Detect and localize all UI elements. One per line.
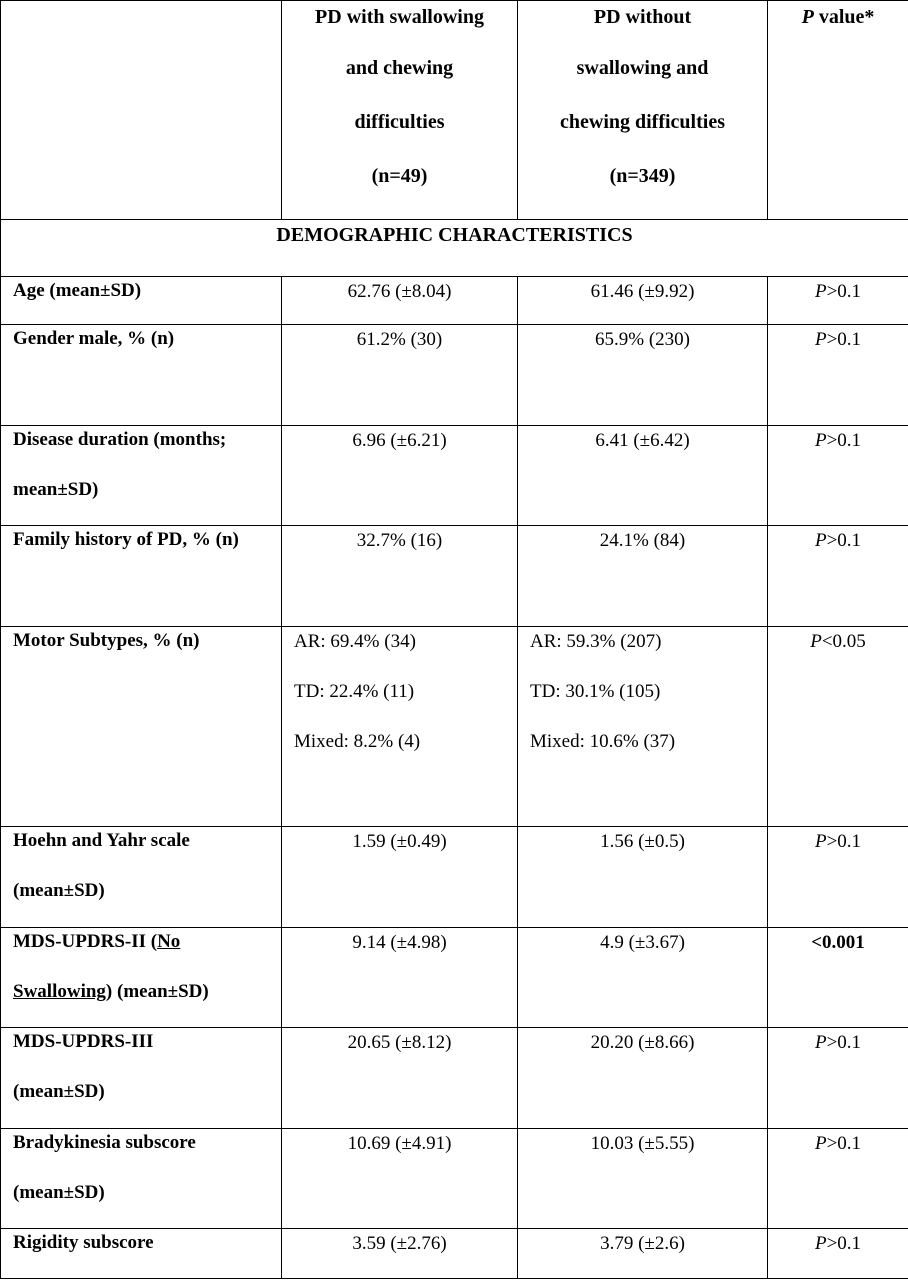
row-label: MDS-UPDRS-III (mean±SD): [1, 1028, 282, 1129]
group2-value: 6.41 (±6.42): [518, 426, 768, 526]
table-row: [1, 827, 908, 928]
header-empty-cell: [1, 1, 282, 220]
group1-value: 61.2% (30): [282, 325, 518, 426]
row-label: Motor Subtypes, % (n): [1, 627, 282, 827]
header-group1: PD with swallowing and chewing difficulties (n=49): [282, 1, 518, 220]
p-value: <0.001: [768, 928, 908, 1028]
row-label: Bradykinesia subscore (mean±SD): [1, 1129, 282, 1229]
table-row: [1, 426, 908, 526]
row-label: Hoehn and Yahr scale (mean±SD): [1, 827, 282, 928]
table-row: [1, 277, 908, 325]
row-label: Family history of PD, % (n): [1, 526, 282, 627]
p-value: P>0.1: [768, 277, 908, 325]
group1-value: 3.59 (±2.76): [282, 1229, 518, 1279]
group2-value: 10.03 (±5.55): [518, 1129, 768, 1229]
p-value: P>0.1: [768, 1229, 908, 1279]
table-row: [1, 325, 908, 426]
group1-value: AR: 69.4% (34) TD: 22.4% (11) Mixed: 8.2% (4): [282, 627, 518, 827]
p-value: P>0.1: [768, 827, 908, 928]
table-row: [1, 526, 908, 627]
row-label: Gender male, % (n): [1, 325, 282, 426]
row-label: Age (mean±SD): [1, 277, 282, 325]
p-value: P>0.1: [768, 325, 908, 426]
table-row: [1, 928, 908, 1028]
p-value: P>0.1: [768, 1028, 908, 1129]
row-label: MDS-UPDRS-II (No Swallowing) (mean±SD): [1, 928, 282, 1028]
p-value: P<0.05: [768, 627, 908, 827]
header-pvalue: P value*: [768, 1, 908, 220]
group1-value: 62.76 (±8.04): [282, 277, 518, 325]
group1-value: 9.14 (±4.98): [282, 928, 518, 1028]
header-group2: PD without swallowing and chewing difficulties (n=349): [518, 1, 768, 220]
group2-value: 20.20 (±8.66): [518, 1028, 768, 1129]
p-value: P>0.1: [768, 526, 908, 627]
group1-value: 32.7% (16): [282, 526, 518, 627]
group2-value: 3.79 (±2.6): [518, 1229, 768, 1279]
group2-value: 4.9 (±3.67): [518, 928, 768, 1028]
group2-value: 61.46 (±9.92): [518, 277, 768, 325]
row-label: Disease duration (months; mean±SD): [1, 426, 282, 526]
group2-value: 65.9% (230): [518, 325, 768, 426]
table-row: [1, 627, 908, 827]
table-row: [1, 1028, 908, 1129]
group1-value: 20.65 (±8.12): [282, 1028, 518, 1129]
p-value: P>0.1: [768, 426, 908, 526]
group2-value: 24.1% (84): [518, 526, 768, 627]
section-row: [1, 220, 908, 277]
section-title: DEMOGRAPHIC CHARACTERISTICS: [1, 220, 908, 277]
group2-value: 1.56 (±0.5): [518, 827, 768, 928]
group1-value: 6.96 (±6.21): [282, 426, 518, 526]
header-row: [1, 1, 908, 220]
table-row: [1, 1129, 908, 1229]
group1-value: 10.69 (±4.91): [282, 1129, 518, 1229]
table-row: [1, 1229, 908, 1279]
row-label: Rigidity subscore: [1, 1229, 282, 1279]
group2-value: AR: 59.3% (207) TD: 30.1% (105) Mixed: 10.6% (37): [518, 627, 768, 827]
p-value: P>0.1: [768, 1129, 908, 1229]
group1-value: 1.59 (±0.49): [282, 827, 518, 928]
